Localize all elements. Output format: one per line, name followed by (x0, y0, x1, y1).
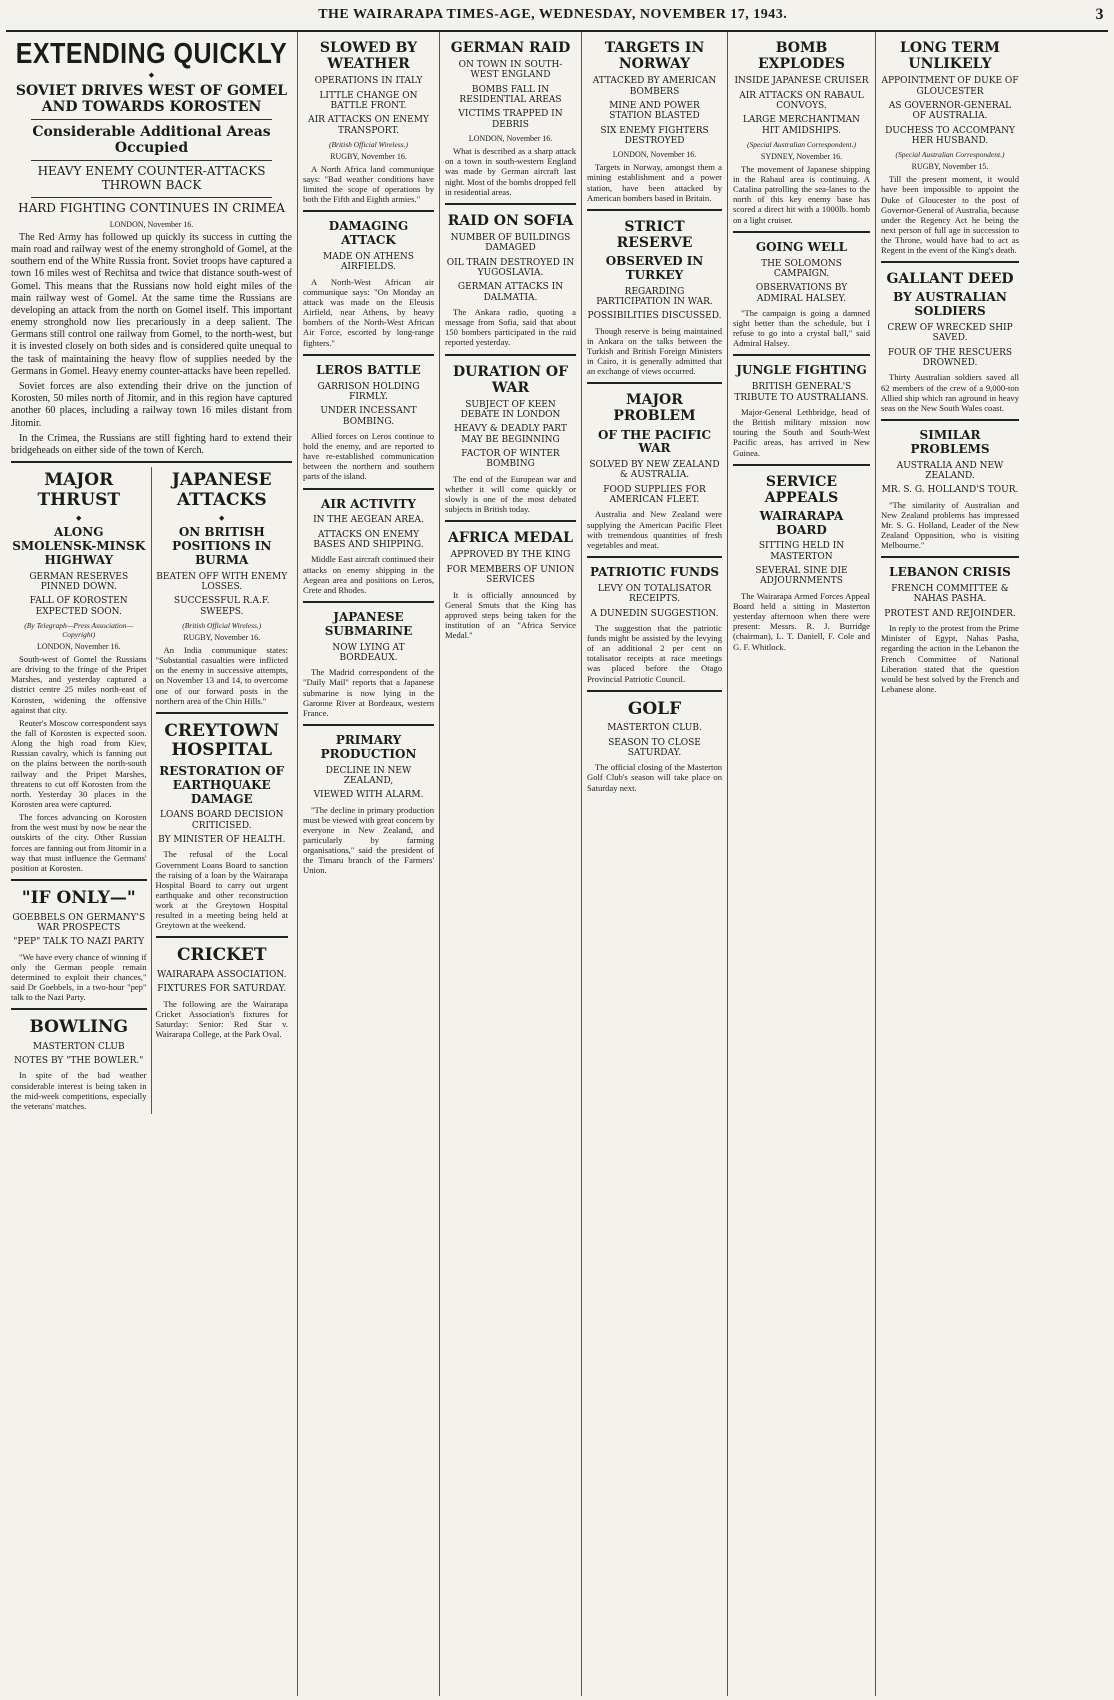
subhead: NOW LYING AT BORDEAUX. (332, 642, 405, 663)
subhead: NOTES BY "THE BOWLER." (14, 1056, 144, 1067)
subhead: MASTERTON CLUB. (607, 723, 702, 734)
headline: MAJOR PROBLEM (613, 392, 696, 425)
headline: TARGETS IN NORWAY (604, 40, 705, 73)
article-paragraph: It is officially announced by General Smuts that the King has approved steps being taken for the institution of an "Africa Service Medal." (445, 589, 576, 641)
columns (6, 32, 1108, 1696)
article-paragraph: "We have every chance of winning if only the German people remain determined to exploit their chances," said Dr Goebbels, in a two-hour "pep" talk to the Nazi Party. (11, 951, 147, 1003)
subhead: MADE ON ATHENS AIRFIELDS. (323, 252, 414, 273)
rule (31, 119, 272, 120)
column-5 (728, 32, 876, 1696)
star-divider: ◆ (76, 514, 82, 523)
article-box (445, 520, 576, 640)
headline: BOWLING (29, 1017, 129, 1038)
subhead: POSSIBILITIES DISCUSSED. (587, 311, 722, 322)
subhead: AIR ATTACKS ON RABAUL CONVOYS. (739, 90, 864, 111)
subhead: OBSERVATIONS BY ADMIRAL HALSEY. (755, 283, 848, 304)
subhead: DUCHESS TO ACCOMPANY HER HUSBAND. (885, 125, 1015, 146)
subhead: GOEBBELS ON GERMANY'S WAR PROSPECTS (12, 912, 146, 933)
lead-subhead: SOVIET DRIVES WEST OF GOMEL AND TOWARDS KOROSTEN (15, 83, 288, 116)
subhead: GERMAN RESERVES PINNED DOWN. (29, 571, 129, 592)
article-box (587, 382, 722, 550)
subhead: REGARDING PARTICIPATION IN WAR. (596, 286, 713, 307)
subhead: VICTIMS TRAPPED IN DEBRIS (458, 109, 563, 130)
headline: AIR ACTIVITY (321, 496, 416, 511)
subhead: APPROVED BY THE KING (450, 550, 571, 561)
subhead: FOUR OF THE RESCUERS DROWNED. (887, 347, 1013, 369)
article-paragraph: An India communique states: "Substantial casualties were inflicted on the enemy in successive attempts, on November 13 and 14, to overcome one of our forward posts in the northern area of the Chin Hills." (155, 645, 288, 706)
dateline: RUGBY, November 15. (911, 162, 989, 172)
article-box (303, 601, 434, 718)
subhead: BY AUSTRALIAN SOLDIERS (893, 290, 1007, 319)
headline: GALLANT DEED (886, 271, 1014, 288)
subhead: "PEP" TALK TO NAZI PARTY (13, 937, 145, 948)
subhead: FALL OF KOROSTEN EXPECTED SOON. (29, 596, 128, 617)
subhead: BOMBS FALL IN RESIDENTIAL AREAS (459, 84, 562, 106)
article-box (733, 464, 870, 652)
article-paragraph: The forces advancing on Korosten from the west must by now be near the outskirts of the city. Other Russian forces are fanning out from Jitomir in a way that must influence the Germans' position at Korosten. (11, 812, 147, 873)
subhead: HEAVY & DEADLY PART MAY BE BEGINNING (454, 424, 567, 445)
lead-paragraph: In the Crimea, the Russians are still fighting hard to extend their bridgeheads on either side of the town of Kerch. (11, 432, 292, 456)
article-box (881, 419, 1019, 550)
article-box (445, 203, 576, 348)
column-1b (152, 467, 293, 1114)
article-paragraph: The Madrid correspondent of the "Daily Mail" reports that a Japanese submarine is now lying in the Garonne River at Bordeaux, western France. (303, 667, 434, 718)
article-paragraph: Though reserve is being maintained in Ankara on the talks between the Turkish and British Foreign Ministers in Cairo, it is generally admitted that an exchange of views occurred. (587, 325, 722, 377)
subhead: SITTING HELD IN MASTERTON (758, 541, 845, 562)
article-paragraph: The end of the European war and whether it will come quickly or slowly is one of the most debated subjects in British today. (445, 473, 576, 515)
subhead: FIXTURES FOR SATURDAY. (157, 984, 287, 995)
subhead: SIX ENEMY FIGHTERS DESTROYED (600, 125, 709, 146)
article-box (445, 354, 576, 515)
article-box (156, 712, 289, 931)
headline: BOMB EXPLODES (757, 40, 846, 73)
article-box (733, 354, 870, 457)
subhead: FACTOR OF WINTER BOMBING (461, 449, 560, 470)
lead-paragraph: The Red Army has followed up quickly its success in cutting the main road and railway west of the enemy stronghold of Gomel, at the southern end of the White Russia front. Soviet troops have captured a town 16 miles west of Rechitsa and twice that distance south-west of Gomel. This means that the Russians now hold eight miles of the main railway west of Gomel. At the same time the Russians are developing an attack from the north on Gomel itself. This important enemy stronghold now lies precariously in a deep salient. The Germans still control one railway from Gomel, to the north-west, but it is invested closely on both sides and is considered quite unequal to the task of maintaining the heavy flow of supplies needed by the Germans in Gomel. Heavy enemy counter-attacks have been repelled. (11, 231, 292, 377)
article-box (587, 690, 722, 793)
rule (31, 197, 272, 198)
article-paragraph: What is described as a sharp attack on a town in south-western England was made by German aircraft last night. Most of the bombs dropped fell in residential areas. (445, 146, 576, 197)
headline: LEBANON CRISIS (889, 565, 1011, 580)
dateline: RUGBY, November 16. (330, 151, 407, 161)
headline: GOING WELL (755, 239, 848, 254)
subhead: LOANS BOARD DECISION CRITICISED. (160, 810, 284, 831)
subhead: CREW OF WRECKED SHIP SAVED. (887, 323, 1013, 344)
headline: GERMAN RAID (450, 40, 571, 56)
article-paragraph: "The campaign is going a damned sight better than the schedule, but I refuse to go into a crystal ball," said Admiral Halsey. (733, 307, 870, 349)
column-4 (582, 32, 728, 1696)
article-box (11, 1008, 147, 1111)
headline: SLOWED BY WEATHER (319, 40, 418, 73)
subhead: LARGE MERCHANTMAN HIT AMIDSHIPS. (742, 115, 861, 136)
dateline: RUGBY, November 16. (183, 633, 261, 642)
column-1-split (11, 461, 292, 1114)
subhead: WAIRARAPA ASSOCIATION. (156, 970, 287, 981)
article-paragraph: Major-General Lethbridge, head of the British military mission now touring the South and South-West Pacific areas, has arrived in New Guinea. (733, 406, 870, 458)
column-2 (298, 32, 440, 1696)
headline: GOLF (627, 698, 682, 719)
article-box (881, 556, 1019, 694)
subhead: OPERATIONS IN ITALY (314, 76, 423, 87)
subhead: ATTACKS ON ENEMY BASES AND SHIPPING. (313, 529, 424, 551)
dateline: LONDON, November 16. (612, 150, 697, 160)
article-paragraph: Till the present moment, it would have been impossible to appoint the Duke of Gloucester to the post of Governor-General of Australia, because under the Regency Act he being the next person of full age in succession to the Throne, would have had to act as Regent in the event of the King's death. (881, 174, 1019, 256)
masthead-title: THE WAIRARAPA TIMES-AGE, WEDNESDAY, NOVEMBER 17, 1943. (318, 7, 788, 22)
headline: PRIMARY PRODUCTION (320, 732, 417, 761)
subhead: MASTERTON CLUB (32, 1041, 125, 1052)
headline: JAPANESE SUBMARINE (324, 610, 413, 638)
article-paragraph: A North Africa land communique says: "Bad weather conditions have limited the scope of operations by both the Fifth and Eighth armies." (303, 163, 434, 205)
article-paragraph: South-west of Gomel the Russians are driving to the fringe of the Pripet Marshes, and yesterday captured a district centre 25 miles north-east of Korosten, widening the offensive against that city. (11, 654, 147, 715)
dateline: LONDON, November 16. (36, 642, 121, 651)
subhead: OIL TRAIN DESTROYED IN YUGOSLAVIA. (446, 257, 575, 278)
subhead: BRITISH GENERAL'S TRIBUTE TO AUSTRALIANS. (734, 382, 869, 403)
subhead: MINE AND POWER STATION BLASTED (609, 100, 700, 122)
subhead: THE SOLOMONS CAMPAIGN. (761, 258, 842, 279)
headline: CRICKET (176, 945, 267, 966)
headline: MAJOR THRUST (37, 470, 121, 510)
subhead: INSIDE JAPANESE CRUISER (734, 76, 869, 87)
headline: "IF ONLY—" (21, 887, 136, 908)
article-box (303, 488, 434, 595)
headline: PATRIOTIC FUNDS (589, 565, 720, 580)
article-box (156, 936, 289, 1039)
subhead: LEVY ON TOTALISATOR RECEIPTS. (597, 583, 712, 605)
article-paragraph: The Wairarapa Armed Forces Appeal Board held a sitting in Masterton yesterday afternoon when there were present: Messrs. R. J. Burridge (chairman), L. T. Daniell, F. Cole and G. F. Whitlock. (733, 590, 870, 652)
lead-subhead-4: HARD FIGHTING CONTINUES IN CRIMEA (18, 200, 285, 215)
subhead: RESTORATION OF EARTHQUAKE DAMAGE (159, 763, 285, 806)
subhead: AS GOVERNOR-GENERAL OF AUSTRALIA. (888, 100, 1012, 122)
headline: SIMILAR PROBLEMS (910, 428, 990, 456)
headline: LEROS BATTLE (316, 362, 421, 377)
headline: DAMAGING ATTACK (328, 219, 409, 248)
subhead: BEATEN OFF WITH ENEMY LOSSES. (156, 571, 288, 592)
subhead: ON TOWN IN SOUTH-WEST ENGLAND (458, 60, 563, 81)
subhead: ALONG SMOLENSK-MINSK HIGHWAY (12, 525, 146, 567)
headline: JAPANESE ATTACKS (171, 470, 272, 510)
subhead: NUMBER OF BUILDINGS DAMAGED (450, 232, 571, 254)
article-paragraph: The movement of Japanese shipping in the Rabaul area is continuing. A Catalina patrolling the sea-lanes to the north of this key enemy base has scored a direct hit with a 1000lb. bomb on a light cruiser. (733, 163, 870, 225)
article-paragraph: The official closing of the Masterton Golf Club's season will take place on Saturday next. (587, 762, 722, 793)
subhead: ATTACKED BY AMERICAN BOMBERS (592, 76, 717, 97)
subhead: DECLINE IN NEW ZEALAND, (325, 765, 412, 786)
article-paragraph: The refusal of the Local Government Loans Board to sanction the raising of a loan by the Wairarapa Hospital Board to carry out urgent earthquake and other reconstruction work at the Greytown Hospital resulted in a meeting being held at Greytown at the weekend. (155, 849, 288, 931)
subhead: A DUNEDIN SUGGESTION. (590, 608, 719, 619)
subhead: SUBJECT OF KEEN DEBATE IN LONDON (460, 399, 561, 421)
article-paragraph: The following are the Wairarapa Cricket Association's fixtures for Saturday: Senior: Red Star v. Wairarapa College, at the Park Oval. (155, 998, 288, 1040)
subhead: SEVERAL SINE DIE ADJOURNMENTS (755, 566, 848, 587)
article-box (303, 354, 434, 482)
headline: DURATION OF WAR (452, 363, 569, 396)
headline: LONG TERM UNLIKELY (900, 40, 1000, 73)
subhead: GARRISON HOLDING FIRMLY. (317, 381, 420, 402)
subhead: ON BRITISH POSITIONS IN BURMA (172, 525, 272, 567)
subhead: APPOINTMENT OF DUKE OF GLOUCESTER (881, 76, 1019, 97)
dateline: LONDON, November 16. (468, 134, 553, 144)
subhead: SUCCESSFUL R.A.F. SWEEPS. (173, 596, 270, 617)
lead-subhead-2: Considerable Additional Areas Occupied (32, 124, 271, 157)
article-paragraph: Targets in Norway, amongst them a mining establishment and a power station, have been attacked by American bombers based in Britain. (587, 162, 722, 203)
column-1 (6, 32, 298, 1696)
subhead: OBSERVED IN TURKEY (605, 254, 704, 282)
article-paragraph: A North-West African air communique says: "On Monday an attack was made on the Eleusis Airfield, near Athens, by heavy bombers of the North-West African Air Force, escorted by long-range fighters." (303, 276, 434, 348)
headline: AFRICA MEDAL (448, 530, 573, 547)
article-paragraph: In spite of the bad weather considerable interest is being taken in the mid-week competitions, especially the veterans' matches. (11, 1070, 147, 1111)
masthead (6, 0, 1108, 32)
dateline: SYDNEY, November 16. (760, 151, 843, 161)
article-paragraph: The suggestion that the patriotic funds might be assisted by the levying of an additional 2 per cent on totalisator receipts at race meetings was placed before the Otago Provincial Patriotic Council. (587, 622, 722, 684)
article-paragraph: Thirty Australian soldiers saved all 62 members of the crew of a 9,000-ton Allied ship which ran aground in heavy seas on the New South Wales coast. (881, 372, 1019, 413)
lead-subhead-3: HEAVY ENEMY COUNTER-ATTACKS THROWN BACK (37, 164, 266, 193)
subhead: BY MINISTER OF HEALTH. (158, 835, 286, 846)
byline: (Special Australian Correspondent.) (895, 150, 1005, 160)
headline: RAID ON SOFIA (447, 212, 574, 229)
headline: SERVICE APPEALS (764, 473, 839, 506)
subhead: LITTLE CHANGE ON BATTLE FRONT. (319, 90, 418, 111)
article-box (587, 556, 722, 684)
article-paragraph: Allied forces on Leros continue to hold the enemy, and are reported to have re-established communication between the northern and southern parts of the island. (303, 430, 434, 482)
article-paragraph: "The similarity of Australian and New Zealand problems has impressed Mr. S. G. Holland, Leader of the New Zealand Opposition, who is visiting Melbourne." (881, 499, 1019, 551)
column-3 (440, 32, 582, 1696)
subhead: IN THE AEGEAN AREA. (313, 515, 424, 526)
lead-headline: EXTENDING QUICKLY (15, 37, 288, 71)
subhead: FOR MEMBERS OF UNION SERVICES (446, 564, 575, 586)
article-paragraph: "The decline in primary production must be viewed with great concern by everyone in New Zealand, and particularly by farming organisations," said the president of the Timaru branch of the Farmers' Union. (303, 804, 434, 876)
headline: STRICT RESERVE (616, 218, 693, 251)
subhead: FOOD SUPPLIES FOR AMERICAN FLEET. (603, 484, 706, 506)
byline: (Special Australian Correspondent.) (747, 139, 856, 149)
page-number: 3 (1095, 6, 1104, 23)
article-paragraph: In reply to the protest from the Prime Minister of Egypt, Nahas Pasha, regarding the action in the Lebanon the French Committee of National Liberation stated that the question would be best solved by the French and Lebanese alone. (881, 623, 1019, 694)
star-divider: ◆ (148, 71, 155, 79)
subhead: WAIRARAPA BOARD (759, 508, 844, 537)
subhead: GERMAN ATTACKS IN DALMATIA. (457, 282, 564, 303)
subhead: FRENCH COMMITTEE & NAHAS PASHA. (891, 584, 1009, 605)
subhead: PROTEST AND REJOINDER. (884, 608, 1016, 619)
article-paragraph: Middle East aircraft continued their attacks on enemy shipping in the Aegean area and positions on Leros, Crete and Rhodes. (303, 554, 434, 595)
article-paragraph: Australia and New Zealand were supplying the American Pacific Fleet with tremendous quantities of fresh vegetables and meat. (587, 509, 722, 550)
column-1a (11, 467, 152, 1114)
subhead: AUSTRALIA AND NEW ZEALAND. (896, 460, 1004, 481)
subhead: MR. S. G. HOLLAND'S TOUR. (881, 485, 1019, 496)
subhead: UNDER INCESSANT BOMBING. (320, 406, 417, 427)
article-box (587, 209, 722, 377)
byline: (By Telegraph—Press Association—Copyright) (24, 621, 134, 639)
article-box (733, 231, 870, 349)
article-box (303, 724, 434, 876)
star-divider: ◆ (219, 514, 225, 523)
subhead: OF THE PACIFIC WAR (597, 427, 712, 456)
article-box (881, 261, 1019, 413)
byline: (British Official Wireless.) (328, 139, 409, 149)
article-box (11, 879, 147, 1002)
byline: (British Official Wireless.) (182, 621, 262, 630)
dateline: LONDON, November 16. (109, 219, 194, 229)
lead-paragraph: Soviet forces are also extending their drive on the junction of Korosten, 50 miles north of Jitomir, and in this region have captured another 60 places, including a railway town 16 miles distant from Jitomir. (11, 381, 292, 429)
article-box (303, 210, 434, 347)
subhead: AIR ATTACKS ON ENEMY TRANSPORT. (308, 115, 429, 136)
article-paragraph: The Ankara radio, quoting a message from Sofia, said that about 150 bombers participated in the raid reported yesterday. (445, 307, 576, 348)
headline: CREYTOWN HOSPITAL (164, 720, 280, 761)
subhead: SOLVED BY NEW ZEALAND & AUSTRALIA. (589, 460, 720, 481)
article-paragraph: Reuter's Moscow correspondent says the fall of Korosten is expected soon. Along the high road from Kiev, Russian cavalry, which is fanning out on the plains between the north-south railway and the Pripet Marshes, threatens to cut off Korosten from the north. Yesterday 30 places in the Korosten area were captured. (11, 717, 147, 809)
subhead: VIEWED WITH ALARM. (313, 790, 424, 801)
rule (31, 160, 272, 161)
column-6 (876, 32, 1024, 1696)
headline: JUNGLE FIGHTING (736, 363, 867, 378)
subhead: SEASON TO CLOSE SATURDAY. (608, 737, 701, 758)
